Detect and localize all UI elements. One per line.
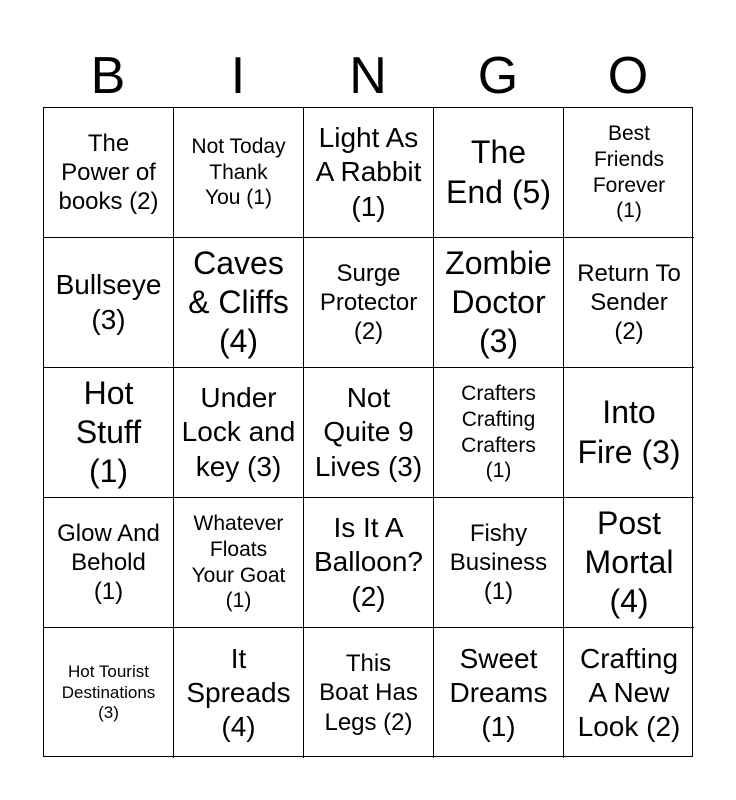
bingo-cell[interactable]: Fishy Business (1) [434, 498, 564, 628]
bingo-cell[interactable]: Is It A Balloon? (2) [304, 498, 434, 628]
bingo-cell[interactable]: It Spreads (4) [174, 628, 304, 758]
bingo-cell[interactable]: Crafters Crafting Crafters (1) [434, 368, 564, 498]
header-letter-n: N [349, 47, 387, 105]
bingo-cell[interactable]: The End (5) [434, 108, 564, 238]
bingo-header [43, 46, 693, 106]
header-letter-g: G [477, 47, 519, 105]
bingo-cell[interactable]: Crafting A New Look (2) [577, 642, 681, 743]
bingo-cell[interactable]: Bullseye (3) [44, 238, 174, 368]
bingo-cell[interactable]: Whatever Floats Your Goat (1) [174, 498, 304, 628]
bingo-cell[interactable]: Hot Tourist Destinations (3) [44, 628, 174, 758]
header-letter-i: I [230, 47, 246, 105]
bingo-cell[interactable]: This Boat Has Legs (2) [304, 628, 434, 758]
header-letter-o: O [607, 47, 649, 105]
header-letter-b: B [90, 47, 126, 105]
bingo-cell[interactable]: The Power of books (2) [44, 108, 174, 238]
bingo-cell[interactable]: Post Mortal (4) [564, 498, 694, 628]
bingo-cell[interactable]: Glow And Behold (1) [44, 498, 174, 628]
bingo-cell[interactable]: Into Fire (3) [564, 368, 694, 498]
bingo-cell[interactable]: Best Friends Forever (1) [564, 108, 694, 238]
bingo-cell[interactable]: Not Quite 9 Lives (3) [304, 368, 434, 498]
bingo-cell[interactable]: Zombie Doctor (3) [434, 238, 564, 368]
bingo-cell[interactable]: Return To Sender (2) [564, 238, 694, 368]
bingo-cell[interactable]: Caves & Cliffs (4) [174, 238, 304, 368]
bingo-cell[interactable]: Not Today Thank You (1) [174, 108, 304, 238]
bingo-grid [43, 107, 693, 757]
bingo-cell[interactable]: Surge Protector (2) [304, 238, 434, 368]
bingo-cell[interactable]: Sweet Dreams (1) [434, 628, 564, 758]
bingo-cell[interactable]: Hot Stuff (1) [44, 368, 174, 498]
bingo-cell[interactable]: Under Lock and key (3) [174, 368, 304, 498]
bingo-cell[interactable]: Light As A Rabbit (1) [304, 108, 434, 238]
